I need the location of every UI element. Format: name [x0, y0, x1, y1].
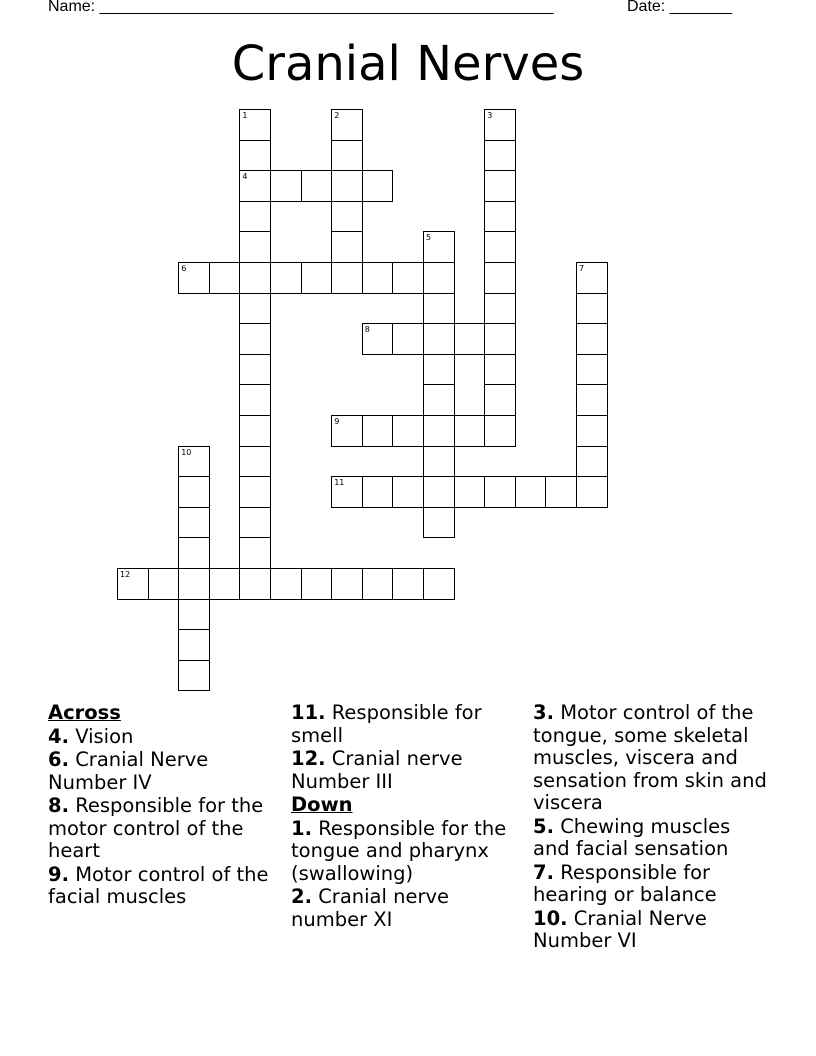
crossword-cell[interactable] [576, 354, 608, 386]
crossword-cell[interactable] [484, 140, 516, 172]
crossword-cell[interactable] [515, 476, 547, 508]
crossword-cell[interactable] [178, 446, 210, 478]
crossword-cell[interactable] [270, 262, 302, 294]
clue-number: 3 [487, 111, 493, 120]
crossword-cell[interactable] [239, 476, 271, 508]
crossword-cell[interactable] [239, 354, 271, 386]
crossword-cell[interactable] [331, 568, 363, 600]
clue-down-10: 10. Cranial Nerve Number VI [533, 906, 707, 952]
clue-number: 6 [181, 264, 187, 273]
crossword-cell[interactable] [362, 170, 394, 202]
crossword-cell[interactable] [423, 384, 455, 416]
clue-number: 10 [181, 447, 192, 457]
clue-across-12: 12. Cranial nerve Number III [291, 747, 463, 793]
crossword-cell[interactable] [484, 109, 516, 141]
crossword-cell[interactable] [331, 262, 363, 294]
crossword-cell[interactable] [392, 262, 424, 294]
clue-across-4: 4. Vision [48, 724, 134, 748]
crossword-cell[interactable] [239, 568, 271, 600]
crossword-cell[interactable] [239, 262, 271, 294]
crossword-cell[interactable] [423, 262, 455, 294]
page-title: Cranial Nerves [231, 36, 585, 92]
crossword-cell[interactable] [392, 476, 424, 508]
crossword-cell[interactable] [392, 568, 424, 600]
crossword-cell[interactable] [178, 599, 210, 631]
crossword-cell[interactable] [178, 476, 210, 508]
crossword-cell[interactable] [178, 629, 210, 661]
crossword-cell[interactable] [454, 323, 486, 355]
crossword-cell[interactable] [209, 568, 241, 600]
crossword-cell[interactable] [484, 354, 516, 386]
crossword-cell[interactable] [423, 323, 455, 355]
crossword-cell[interactable] [484, 262, 516, 294]
crossword-cell[interactable] [454, 415, 486, 447]
clue-number: 11 [334, 478, 345, 488]
crossword-cell[interactable] [239, 109, 271, 141]
crossword-cell[interactable] [362, 323, 394, 355]
date-field[interactable]: Date: _______ [627, 0, 732, 15]
crossword-cell[interactable] [331, 140, 363, 172]
crossword-cell[interactable] [331, 109, 363, 141]
clue-column-3 [533, 702, 773, 954]
across-heading: Across [48, 701, 121, 724]
crossword-cell[interactable] [331, 170, 363, 202]
crossword-cell[interactable] [576, 262, 608, 294]
crossword-cell[interactable] [239, 537, 271, 569]
crossword-cell[interactable] [454, 476, 486, 508]
clue-number: 4 [242, 172, 248, 182]
crossword-cell[interactable] [423, 231, 455, 263]
crossword-cell[interactable] [423, 507, 455, 539]
clue-number: 12 [120, 570, 131, 579]
crossword-cell[interactable] [392, 323, 424, 355]
clue-down-2: 2. Cranial nerve number XI [291, 885, 450, 931]
clue-down-7: 7. Responsible for hearing or balance [533, 860, 717, 906]
crossword-cell[interactable] [239, 323, 271, 355]
crossword-cell[interactable] [239, 507, 271, 539]
crossword-cell[interactable] [423, 354, 455, 386]
crossword-cell[interactable] [331, 231, 363, 263]
crossword-cell[interactable] [545, 476, 577, 508]
clue-number: 8 [364, 325, 370, 335]
crossword-cell[interactable] [423, 476, 455, 508]
crossword-cell[interactable] [178, 507, 210, 539]
crossword-cell[interactable] [576, 293, 608, 325]
crossword-cell[interactable] [301, 170, 333, 202]
crossword-cell[interactable] [484, 323, 516, 355]
crossword-cell[interactable] [209, 262, 241, 294]
crossword-cell[interactable] [331, 201, 363, 233]
crossword-cell[interactable] [423, 293, 455, 325]
clue-down-1: 1. Responsible for the tongue and pharynx (swallowing) [291, 816, 507, 885]
crossword-cell[interactable] [423, 446, 455, 478]
down-heading: Down [291, 793, 353, 816]
crossword-cell[interactable] [484, 170, 516, 202]
crossword-cell[interactable] [576, 323, 608, 355]
crossword-cell[interactable] [239, 140, 271, 172]
crossword-cell[interactable] [576, 476, 608, 508]
crossword-cell[interactable] [239, 415, 271, 447]
crossword-cell[interactable] [270, 568, 302, 600]
clue-number: 7 [579, 264, 585, 273]
clue-down-3: 3. Motor control of the tongue, some skeletal muscles, viscera and sensation from skin and viscera [533, 701, 767, 814]
clue-number: 9 [334, 417, 340, 426]
crossword-cell[interactable] [423, 415, 455, 447]
crossword-cell[interactable] [239, 170, 271, 202]
name-field[interactable]: Name: ___________________________________________________ [48, 0, 554, 15]
crossword-cell[interactable] [301, 262, 333, 294]
crossword-cell[interactable] [484, 231, 516, 263]
clue-number: 5 [426, 233, 432, 243]
crossword-cell[interactable] [362, 262, 394, 294]
crossword-cell[interactable] [148, 568, 180, 600]
clue-down-5: 5. Chewing muscles and facial sensation [533, 814, 731, 860]
crossword-cell[interactable] [331, 476, 363, 508]
crossword-cell[interactable] [362, 568, 394, 600]
clue-column-1 [48, 702, 278, 910]
crossword-cell[interactable] [484, 293, 516, 325]
clue-number: 2 [334, 111, 340, 120]
crossword-cell[interactable] [270, 170, 302, 202]
crossword-cell[interactable] [576, 384, 608, 416]
crossword-cell[interactable] [576, 415, 608, 447]
clue-across-11: 11. Responsible for smell [291, 701, 482, 747]
crossword-cell[interactable] [239, 231, 271, 263]
crossword-cell[interactable] [576, 446, 608, 478]
crossword-cell[interactable] [239, 446, 271, 478]
crossword-cell[interactable] [331, 415, 363, 447]
crossword-cell[interactable] [484, 476, 516, 508]
clue-across-9: 9. Motor control of the facial muscles [48, 862, 269, 908]
clue-across-6: 6. Cranial Nerve Number IV [48, 748, 209, 794]
crossword-cell[interactable] [117, 568, 149, 600]
crossword-cell[interactable] [362, 415, 394, 447]
clue-number: 1 [242, 111, 248, 120]
crossword-cell[interactable] [362, 476, 394, 508]
crossword-cell[interactable] [239, 384, 271, 416]
crossword-cell[interactable] [178, 262, 210, 294]
crossword-cell[interactable] [484, 415, 516, 447]
crossword-cell[interactable] [392, 415, 424, 447]
crossword-cell[interactable] [484, 384, 516, 416]
crossword-cell[interactable] [484, 201, 516, 233]
clue-column-2 [291, 702, 526, 932]
crossword-cell[interactable] [178, 660, 210, 692]
crossword-cell[interactable] [178, 568, 210, 600]
crossword-cell[interactable] [301, 568, 333, 600]
clue-across-8: 8. Responsible for the motor control of the heart [48, 794, 264, 862]
crossword-cell[interactable] [178, 537, 210, 569]
crossword-cell[interactable] [239, 201, 271, 233]
crossword-cell[interactable] [239, 293, 271, 325]
crossword-cell[interactable] [423, 568, 455, 600]
